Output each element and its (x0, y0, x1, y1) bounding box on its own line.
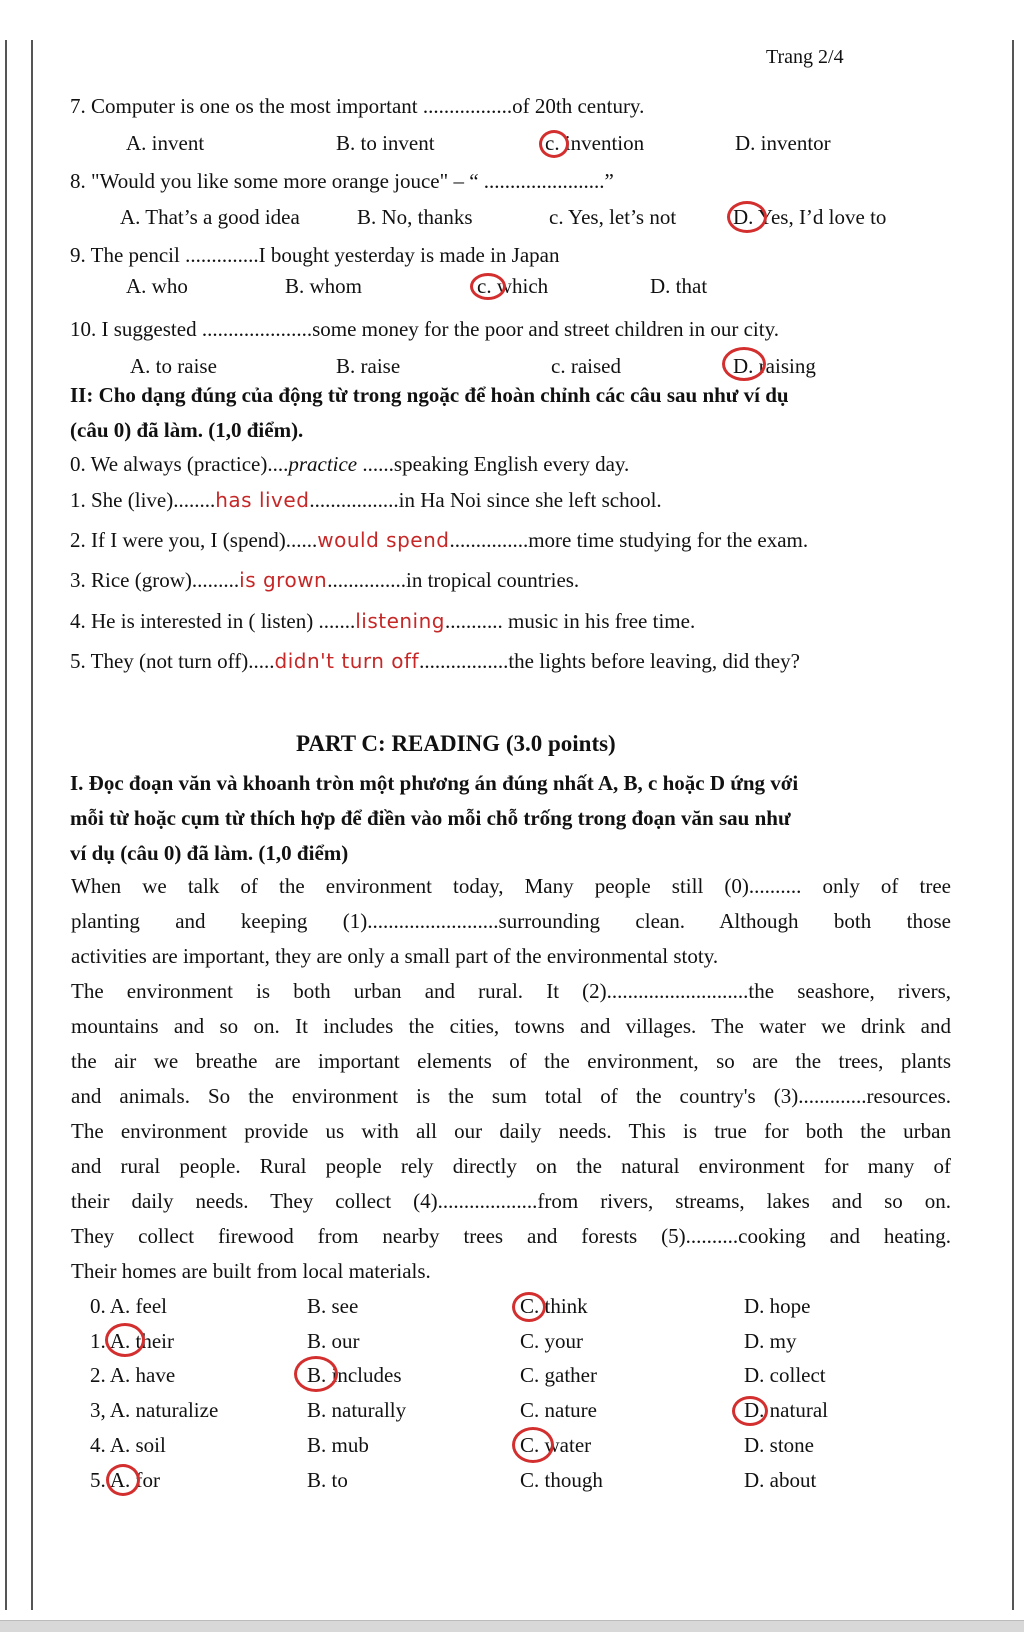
passage-line: activities are important, they are only a small part of the environmental stoty. (71, 944, 719, 968)
handwritten-answer[interactable]: is grown (239, 568, 328, 592)
handwritten-answer[interactable]: has lived (215, 488, 310, 512)
answer-circle-mark (539, 130, 569, 158)
page-border-left-outer (5, 40, 7, 1610)
reading-1-option-a[interactable]: 1. A. their (90, 1329, 174, 1353)
reading-5-option-b[interactable]: B. to (307, 1468, 348, 1492)
handwritten-answer[interactable]: didn't turn off (274, 649, 420, 673)
answer-circle-mark (105, 1323, 145, 1357)
answer-circle-mark (732, 1396, 768, 1426)
q9-option-c[interactable]: c. which (477, 274, 549, 298)
page-border-right (1012, 40, 1014, 1610)
reading-0-option-c[interactable]: C. think (520, 1294, 588, 1318)
reading-3-option-b[interactable]: B. naturally (307, 1398, 407, 1422)
handwritten-answer[interactable]: would spend (317, 528, 450, 552)
reading-5-option-d[interactable]: D. about (744, 1468, 817, 1492)
question-10-stem: 10. I suggested .....................some money for the poor and street children in our city. (70, 317, 779, 341)
verb-item-4: 4. He is interested in ( listen) .......listening........... music in his free time. (70, 609, 696, 633)
reading-0-option-a[interactable]: 0. A. feel (90, 1294, 167, 1318)
q7-option-b[interactable]: B. to invent (336, 131, 435, 155)
question-9-stem: 9. The pencil ..............I bought yesterday is made in Japan (70, 243, 560, 267)
part-c-instruction-3: ví dụ (câu 0) đã làm. (1,0 điểm) (70, 841, 349, 865)
q10-option-d[interactable]: D. raising (733, 354, 816, 378)
verb-item-1: 1. She (live)........has lived.................in Ha Noi since she left school. (70, 488, 662, 512)
reading-1-option-c[interactable]: C. your (520, 1329, 583, 1353)
q7-option-a[interactable]: A. invent (126, 131, 205, 155)
answer-circle-mark (722, 347, 766, 381)
verb-example-0: 0. We always (practice)....practice ......speaking English every day. (70, 452, 630, 476)
answer-circle-mark (512, 1292, 546, 1322)
q9-option-d[interactable]: D. that (650, 274, 708, 298)
q8-option-b[interactable]: B. No, thanks (357, 205, 473, 229)
reading-3-option-a[interactable]: 3, A. naturalize (90, 1398, 219, 1422)
passage-line: and animals. So the environment is the sum total of the country's (3).............resources. (71, 1084, 951, 1108)
q9-option-a[interactable]: A. who (126, 274, 188, 298)
reading-1-option-b[interactable]: B. our (307, 1329, 360, 1353)
passage-line: Their homes are built from local materials. (71, 1259, 431, 1283)
handwritten-answer[interactable]: listening (355, 609, 445, 633)
reading-5-option-a[interactable]: 5. A. for (90, 1468, 160, 1492)
reading-2-option-a[interactable]: 2. A. have (90, 1363, 176, 1387)
q8-option-d[interactable]: D. Yes, I’d love to (733, 205, 887, 229)
page-number: Trang 2/4 (766, 46, 844, 68)
q7-option-c[interactable]: c. invention (545, 131, 645, 155)
passage-line: The environment provide us with all our daily needs. This is true for both the urban (71, 1119, 951, 1143)
q7-option-d[interactable]: D. inventor (735, 131, 831, 155)
reading-0-option-b[interactable]: B. see (307, 1294, 359, 1318)
reading-4-option-b[interactable]: B. mub (307, 1433, 369, 1457)
passage-line: planting and keeping (1).........................surrounding clean. Although both those (71, 909, 951, 933)
reading-2-option-c[interactable]: C. gather (520, 1363, 597, 1387)
passage-line: The environment is both urban and rural. It (2)...........................the seashore, rivers, (71, 979, 951, 1003)
part-c-instruction-2: mỗi từ hoặc cụm từ thích hợp để điền vào mỗi chỗ trống trong đoạn văn sau như (70, 806, 791, 830)
q10-option-a[interactable]: A. to raise (130, 354, 217, 378)
q8-option-a[interactable]: A. That’s a good idea (120, 205, 300, 229)
reading-1-option-d[interactable]: D. my (744, 1329, 797, 1353)
verb-item-3: 3. Rice (grow).........is grown...............in tropical countries. (70, 568, 580, 592)
passage-line: the air we breathe are important elements of the environment, so are the trees, plants (71, 1049, 951, 1073)
reading-5-option-c[interactable]: C. though (520, 1468, 603, 1492)
verb-item-5: 5. They (not turn off).....didn't turn off.................the lights before leaving, did they? (70, 649, 800, 673)
part-c-title: PART C: READING (3.0 points) (296, 731, 616, 756)
answer-circle-mark (512, 1427, 554, 1463)
answer-circle-mark (294, 1356, 338, 1392)
passage-line: When we talk of the environment today, Many people still (0).......... only of tree (71, 874, 951, 898)
reading-2-option-d[interactable]: D. collect (744, 1363, 826, 1387)
section-2-heading: II: Cho dạng đúng của động từ trong ngoặc để hoàn chỉnh các câu sau như ví dụ (70, 383, 789, 407)
q10-option-c[interactable]: c. raised (551, 354, 621, 378)
q8-option-c[interactable]: c. Yes, let’s not (549, 205, 677, 229)
reading-2-option-b[interactable]: B. includes (307, 1363, 402, 1387)
reading-3-option-d[interactable]: D. natural (744, 1398, 828, 1422)
reading-4-option-c[interactable]: C. water (520, 1433, 592, 1457)
answer-circle-mark (727, 201, 767, 233)
answer-circle-mark (470, 273, 506, 300)
q10-option-b[interactable]: B. raise (336, 354, 401, 378)
question-7-stem: 7. Computer is one os the most important .................of 20th century. (70, 94, 645, 118)
q9-option-b[interactable]: B. whom (285, 274, 363, 298)
scan-bottom-edge (0, 1620, 1024, 1632)
page-border-left-inner (31, 40, 33, 1610)
part-c-instruction-1: I. Đọc đoạn văn và khoanh tròn một phương án đúng nhất A, B, c hoặc D ứng với (70, 771, 799, 795)
reading-0-option-d[interactable]: D. hope (744, 1294, 811, 1318)
passage-line: their daily needs. They collect (4)...................from rivers, streams, lakes and so on. (71, 1189, 951, 1213)
verb-item-2: 2. If I were you, I (spend)......would spend...............more time studying for the exam. (70, 528, 809, 552)
question-8-stem: 8. "Would you like some more orange jouce" – “ .......................” (70, 169, 614, 193)
reading-4-option-d[interactable]: D. stone (744, 1433, 814, 1457)
section-2-heading-cont: (câu 0) đã làm. (1,0 điểm). (70, 418, 304, 442)
passage-line: mountains and so on. It includes the cities, towns and villages. The water we drink and (71, 1014, 951, 1038)
passage-line: and rural people. Rural people rely directly on the natural environment for many of (71, 1154, 951, 1178)
reading-3-option-c[interactable]: C. nature (520, 1398, 597, 1422)
passage-line: They collect firewood from nearby trees and forests (5)..........cooking and heating. (71, 1224, 951, 1248)
example-answer: practice (288, 452, 358, 476)
reading-4-option-a[interactable]: 4. A. soil (90, 1433, 166, 1457)
answer-circle-mark (106, 1464, 140, 1496)
